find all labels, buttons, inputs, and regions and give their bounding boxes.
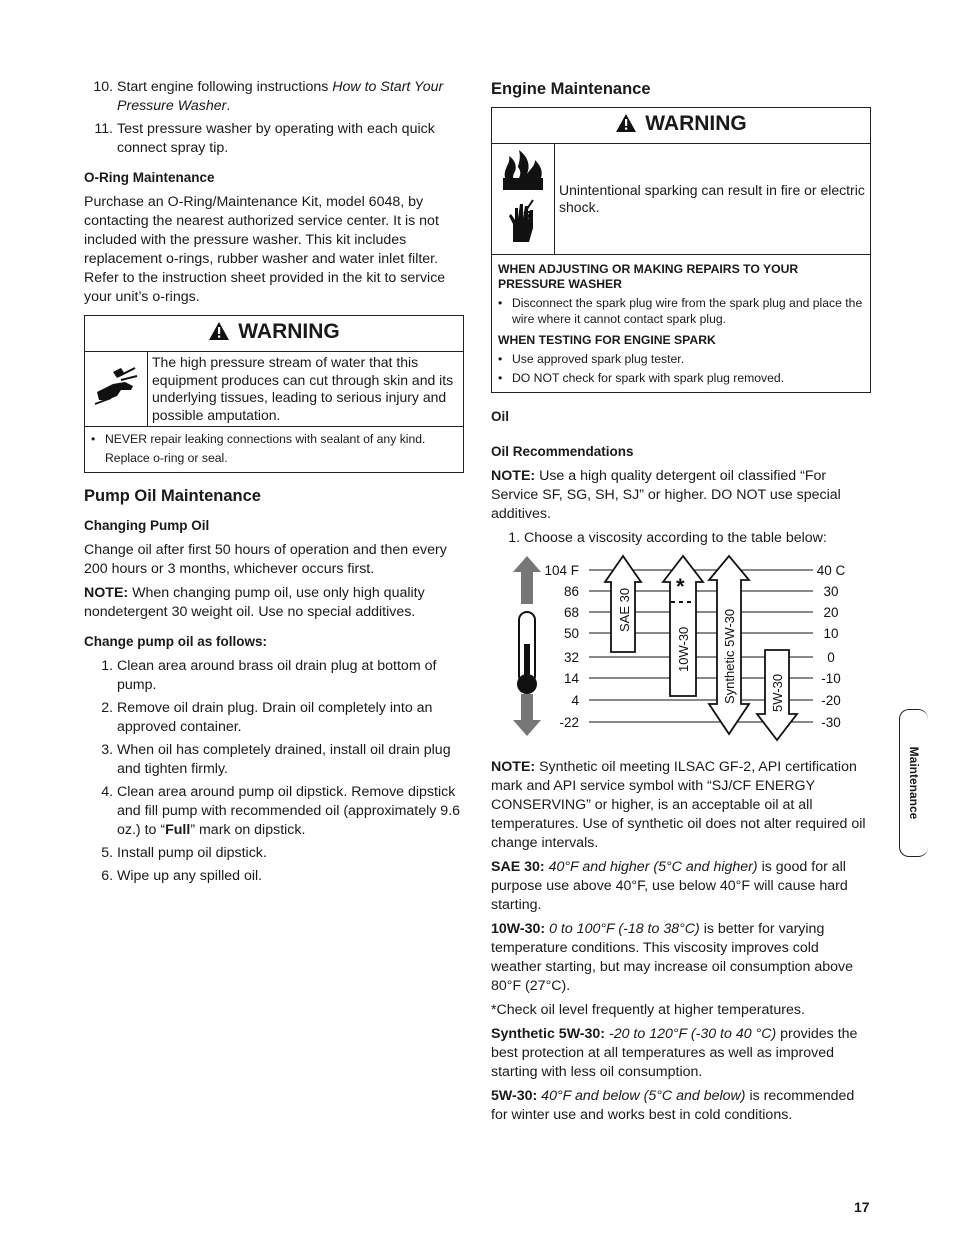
temperature-down-arrow-icon — [513, 694, 541, 736]
page-number: 17 — [854, 1199, 870, 1215]
viscosity-chart — [491, 554, 871, 744]
celsius-tick-label: 10 — [823, 626, 839, 641]
fahrenheit-tick-label: 104 F — [544, 563, 579, 578]
sae30-label: SAE 30 — [617, 587, 632, 632]
check-oil-note: *Check oil level frequently at higher temperatures. — [491, 1002, 805, 1018]
changing-text: Change oil after first 50 hours of operation and then every 200 hours or 3 months, whichever occurs first. — [84, 542, 447, 577]
change-steps — [84, 657, 464, 886]
fahrenheit-tick-label: 4 — [571, 693, 579, 708]
synthetic-5w30-description: Synthetic 5W-30: -20 to 120°F (-30 to 40 °C) provides the best protection at all temperatures as well as improved starting with less oil consumption. — [491, 1026, 858, 1080]
warning-triangle-icon — [615, 113, 637, 141]
list-item: 11. Test pressure washer by operating with each quick connect spray tip. — [117, 120, 464, 158]
pump-note: NOTE: When changing pump oil, use only high quality nondetergent 30 weight oil. Use no special additives. — [84, 585, 425, 620]
temperature-up-arrow-icon — [513, 556, 541, 604]
oil-note: NOTE: Use a high quality detergent oil classified “For Service SF, SG, SH, SJ” or higher. DO NOT use special additives. — [491, 468, 841, 522]
warning-bullet: • DO NOT check for spark with spark plug removed. — [498, 371, 785, 385]
warning-bullet: • Use approved spark plug tester. — [498, 352, 685, 366]
celsius-labels — [817, 563, 846, 730]
synthetic-note: NOTE: Synthetic oil meeting ILSAC GF-2, API certification mark and API service symbol with “SJ/CF ENERGY CONSERVING” or higher, is an acceptable oil at all temperatures. Use of synthetic oil does not alter required oil change intervals. — [491, 759, 866, 851]
warning-triangle-icon — [208, 321, 230, 349]
celsius-tick-label: 30 — [823, 584, 839, 599]
sae30-description: SAE 30: 40°F and higher (5°C and higher) is good for all purpose use above 40°F, use below 40°F will cause hard starting. — [491, 859, 848, 913]
warning-text: Unintentional sparking can result in fire or electric shock. — [559, 181, 865, 215]
fahrenheit-tick-label: 32 — [563, 650, 579, 665]
fahrenheit-tick-label: 68 — [563, 605, 579, 620]
oil-heading: Oil — [491, 409, 510, 424]
fahrenheit-tick-label: 86 — [563, 584, 579, 599]
injection-hazard-icon — [91, 362, 141, 416]
celsius-tick-label: 20 — [823, 605, 839, 620]
warning-title: WARNING — [645, 112, 747, 135]
right-column — [491, 78, 871, 1130]
steps-continued — [84, 78, 464, 158]
viscosity-chart-svg — [491, 554, 871, 744]
engine-maintenance-heading: Engine Maintenance — [491, 80, 651, 98]
oring-heading: O-Ring Maintenance — [84, 170, 215, 185]
fahrenheit-tick-label: 14 — [563, 671, 579, 686]
list-item: 3. When oil has completely drained, install oil drain plug and tighten firmly. — [117, 741, 464, 779]
changing-pump-oil-heading: Changing Pump Oil — [84, 518, 210, 533]
synthetic-5w30-arrow — [709, 556, 749, 734]
warning-box-spark — [491, 107, 871, 393]
fire-hazard-icon — [497, 148, 549, 198]
list-item: 5. Install pump oil dipstick. — [117, 844, 464, 863]
oil-steps — [491, 529, 871, 548]
warning-title: WARNING — [238, 320, 340, 343]
list-item: 10. Start engine following instructions How to Start Your Pressure Washer. — [117, 78, 464, 116]
celsius-tick-label: -10 — [821, 671, 841, 686]
list-item: 4. Clean area around pump oil dipstick. Remove dipstick and fill pump with recommended oil (approximately 9.6 oz.) to “Full” mark on dipstick. — [117, 783, 464, 840]
celsius-tick-label: 0 — [827, 650, 835, 665]
oil-recommendations-heading: Oil Recommendations — [491, 444, 634, 459]
10w30-label: 10W-30 — [676, 626, 691, 672]
warning-bullet: • NEVER repair leaking connections with sealant of any kind. Replace o-ring or seal. — [91, 432, 426, 465]
synthetic-5w30-label: Synthetic 5W-30 — [722, 608, 737, 704]
warning-section-heading: WHEN TESTING FOR ENGINE SPARK — [498, 333, 716, 347]
fahrenheit-labels — [544, 563, 579, 730]
10w30-arrow — [663, 556, 703, 696]
list-item: 1. Clean area around brass oil drain plug at bottom of pump. — [117, 657, 464, 695]
list-item: 6. Wipe up any spilled oil. — [117, 867, 464, 886]
side-tab-label: Maintenance — [907, 746, 921, 820]
fahrenheit-tick-label: 50 — [563, 626, 579, 641]
left-column — [84, 78, 464, 891]
oring-text: Purchase an O-Ring/Maintenance Kit, model 6048, by contacting the nearest authorized service center. It is not included with the pressure washer. This kit includes replacement o-rings, rubber washer and water inlet filter. Refer to the instruction sheet provided in the kit to service your unit’s o-rings. — [84, 194, 446, 305]
5w30-arrow — [757, 650, 797, 740]
list-item: 2. Remove oil drain plug. Drain oil completely into an approved container. — [117, 699, 464, 737]
side-tab-maintenance — [899, 709, 928, 857]
shock-hazard-icon — [503, 198, 543, 250]
10w30-description: 10W-30: 0 to 100°F (-18 to 38°C) is better for varying temperature conditions. This viscosity improves cold weather starting, but may increase oil consumption above 80°F (27°C). — [491, 921, 853, 994]
asterisk-marker: * — [676, 574, 685, 599]
5w30-label: 5W-30 — [770, 673, 785, 712]
warning-box-high-pressure — [84, 315, 464, 473]
change-as-follows-heading: Change pump oil as follows: — [84, 634, 268, 649]
fahrenheit-tick-label: -22 — [559, 715, 579, 730]
warning-bullet: • Disconnect the spark plug wire from the spark plug and place the wire where it cannot contact spark plug. — [498, 296, 863, 326]
celsius-tick-label: 40 C — [816, 563, 846, 578]
pump-oil-heading: Pump Oil Maintenance — [84, 487, 261, 505]
thermometer-icon — [517, 612, 537, 694]
5w30-description: 5W-30: 40°F and below (5°C and below) is recommended for winter use and works best in cold conditions. — [491, 1088, 855, 1123]
warning-section-heading: WHEN ADJUSTING OR MAKING REPAIRS TO YOUR PRESSURE WASHER — [498, 262, 799, 291]
list-item: 1. Choose a viscosity according to the table below: — [524, 529, 871, 548]
celsius-tick-label: -30 — [821, 715, 841, 730]
celsius-tick-label: -20 — [821, 693, 841, 708]
warning-text: The high pressure stream of water that this equipment produces can cut through skin and its underlying tissues, leading to serious injury and possible amputation. — [152, 354, 454, 423]
